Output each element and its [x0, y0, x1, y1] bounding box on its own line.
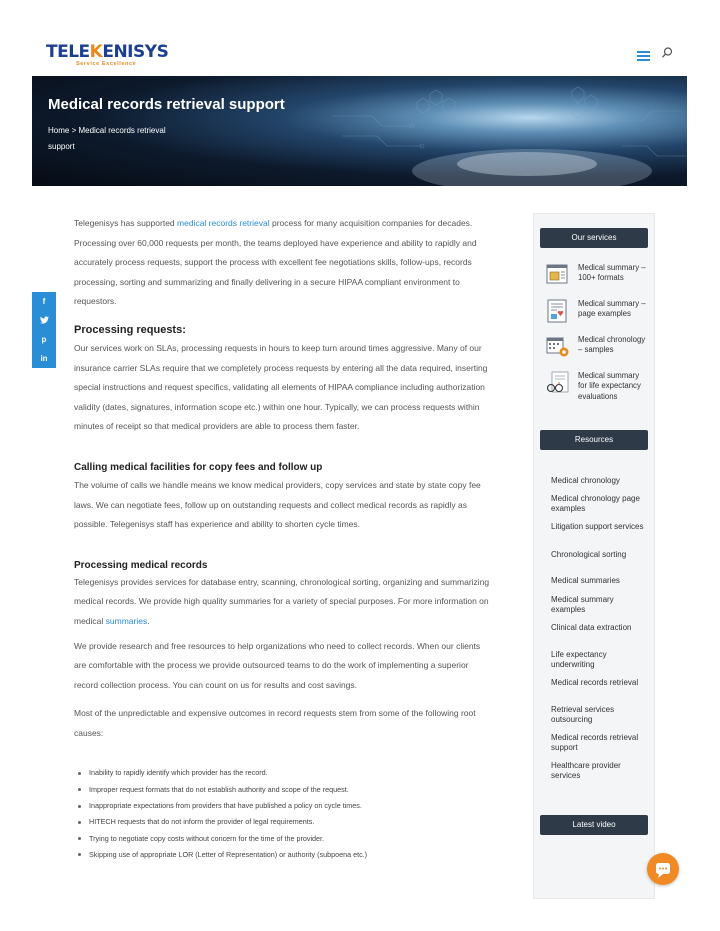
outcomes-paragraph: Most of the unpredictable and expensive outcomes in record requests stem from some of the following root causes: — [74, 708, 476, 738]
list-item: Inappropriate expectations from providers that have published a policy on cycle times. — [74, 798, 494, 814]
social-share-bar — [32, 292, 56, 368]
heading-processing-records: Processing medical records — [74, 559, 208, 571]
list-item: Inability to rapidly identify which provider has the record. — [74, 765, 494, 781]
processing-requests-paragraph: Our services work on SLAs, processing requests in hours to keep turn around times aggressive. Many of our insurance carrier SLAs require that we completely process requests by entering all the data required, inserting special instructions and request specifics, validating all elements of HIPAA compliance including authorization validity (dates, signatures, information scope etc.) within one hour. Typically, we can process requests within minutes of receipt so that medical providers are able to process them faster. — [74, 342, 488, 432]
service-label: Medical summary for life expectancy evaluations — [578, 371, 641, 401]
resource-link[interactable]: Medical records retrieval support — [551, 733, 639, 752]
list-item: HITECH requests that do not inform the provider of legal requirements. — [74, 814, 494, 830]
resources-heading: Resources — [540, 430, 648, 450]
list-item: Improper request formats that do not establish authority and scope of the request. — [74, 782, 494, 798]
pinterest-share-button[interactable] — [32, 330, 56, 349]
resource-link[interactable]: Litigation support services — [551, 522, 644, 531]
resource-link[interactable]: Medical summary examples — [551, 595, 614, 614]
chat-widget-button[interactable] — [647, 853, 679, 885]
site-header — [0, 0, 720, 76]
chat-bubble-icon — [647, 853, 679, 885]
resource-link[interactable]: Medical records retrieval — [551, 678, 639, 687]
latest-video-heading: Latest video — [540, 815, 648, 835]
list-item: Skipping use of appropriate LOR (Letter of Representation) or authority (subpoena etc.) — [74, 847, 494, 863]
breadcrumb — [48, 123, 178, 155]
resource-link[interactable]: Life expectancy underwriting — [551, 650, 607, 669]
sidebar — [533, 213, 655, 899]
processing-records-paragraph: Telegenisys provides services for database entry, scanning, chronological sorting, organizing and summarizing medical records. We provide high quality summaries for a variety of special purposes. For more information on medical summaries. — [74, 576, 490, 626]
document-folder-icon — [546, 263, 570, 287]
service-label: Medical chronology – samples — [578, 335, 646, 355]
resource-link[interactable]: Retrieval services outsourcing — [551, 705, 615, 724]
service-label: Medical summary – 100+ formats — [578, 263, 646, 283]
medical-records-retrieval-link[interactable]: medical records retrieval — [177, 218, 270, 228]
intro-paragraph: Telegenisys has supported medical records retrieval process for many acquisition companies for decades. Processing over 60,000 requests per month, the teams deployed have experience and ability to rapidly and accurately process requests, support the process with excellent fee negotiations skills, follow-ups, records processing, sorting and summarizing and finally delivering in a secure HIPAA compliant environment to requestors. — [74, 218, 477, 307]
calling-facilities-paragraph: The volume of calls we handle means we know medical providers, copy services and state by state copy fee laws. We can negotiate fees, follow up on outstanding requests and collect medical records as rapidly as possible. Telegenisys staff has experience and ability to shorten cycle times. — [74, 479, 481, 530]
main-content — [74, 214, 494, 863]
calendar-gear-icon — [546, 335, 570, 359]
resource-link[interactable]: Chronological sorting — [551, 550, 627, 559]
breadcrumb-separator: > — [69, 126, 79, 135]
research-paragraph: We provide research and free resources to help organizations who need to collect records. When our clients are comfortable with the process we provide outsourced teams to do the work of implementing a superior record collection process. You can count on us for results and cost savings. — [74, 640, 481, 690]
glasses-document-icon — [546, 371, 570, 395]
resource-link[interactable]: Medical chronology page examples — [551, 494, 640, 513]
summaries-link[interactable]: summaries — [105, 615, 148, 626]
hero-banner — [32, 76, 687, 186]
list-item: Trying to negotiate copy costs without concern for the time of the provider. — [74, 831, 494, 847]
page-title: Medical records retrieval support — [48, 96, 285, 113]
twitter-share-button[interactable] — [32, 311, 56, 330]
linkedin-share-button[interactable] — [32, 349, 56, 368]
resource-link[interactable]: Healthcare provider services — [551, 761, 621, 780]
twitter-icon — [40, 316, 49, 324]
root-causes-list — [74, 765, 494, 863]
logo-wordmark: TELEKENISYS — [46, 42, 169, 62]
facebook-icon: f — [42, 297, 46, 306]
breadcrumb-home-link[interactable]: Home — [48, 126, 70, 135]
document-heart-icon — [546, 299, 570, 323]
resource-link[interactable]: Clinical data extraction — [551, 623, 632, 632]
pinterest-icon: p — [41, 335, 47, 344]
hamburger-icon[interactable] — [637, 51, 650, 61]
our-services-heading: Our services — [540, 228, 648, 248]
search-icon[interactable] — [660, 46, 674, 60]
facebook-share-button[interactable] — [32, 292, 56, 311]
service-label: Medical summary – page examples — [578, 299, 646, 319]
logo-tagline: Service Excellence — [76, 61, 137, 67]
telekenisys-logo[interactable] — [46, 42, 169, 70]
resource-link[interactable]: Medical summaries — [551, 576, 620, 585]
heading-calling-facilities: Calling medical facilities for copy fees and follow up — [74, 461, 323, 473]
heading-processing-requests: Processing requests: — [74, 323, 186, 336]
linkedin-icon: in — [40, 354, 48, 363]
resource-link[interactable]: Medical chronology — [551, 476, 620, 485]
breadcrumb-current: Medical records retrieval support — [48, 126, 166, 151]
